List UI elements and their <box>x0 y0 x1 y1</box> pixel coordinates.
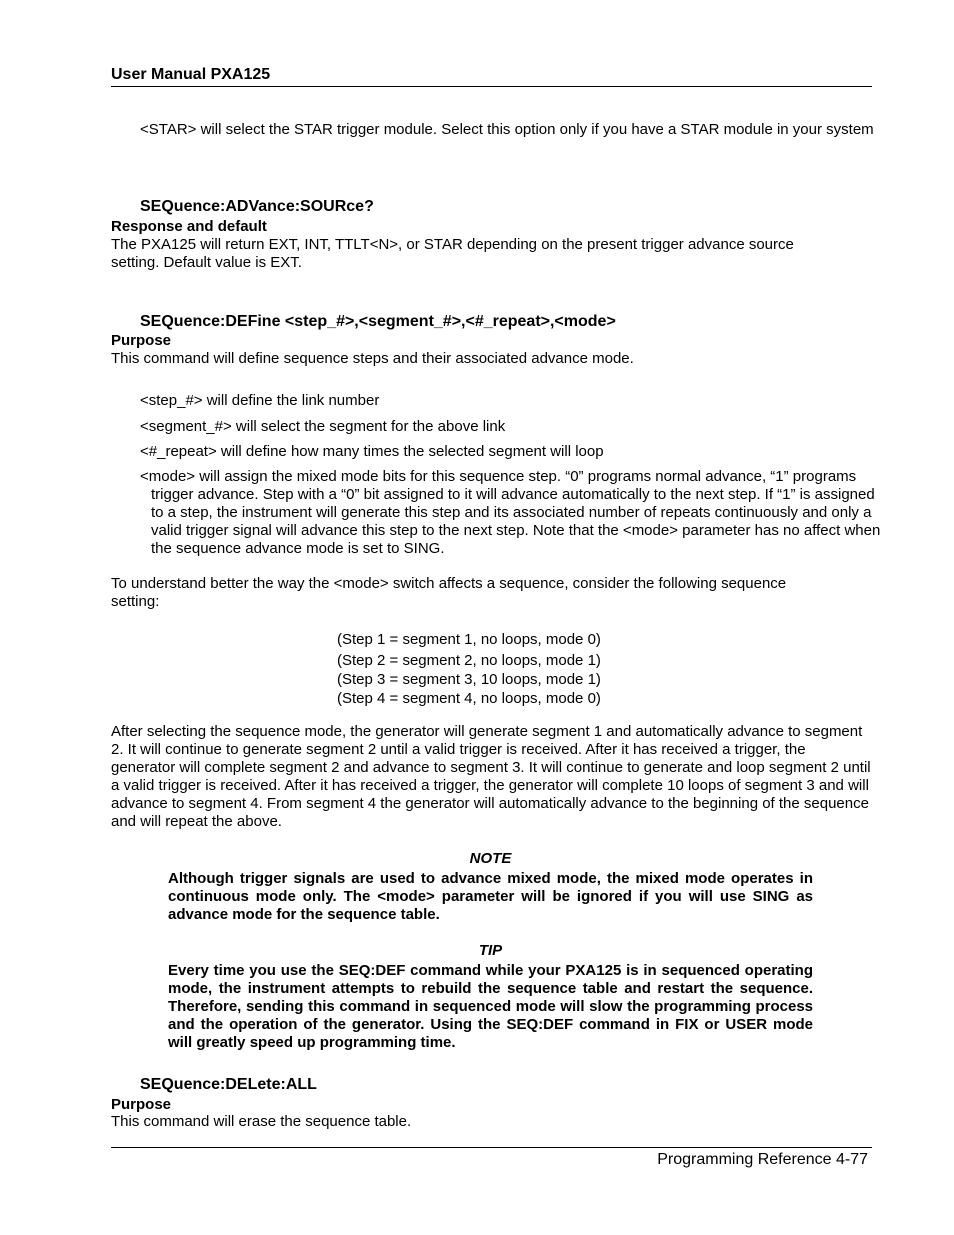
tip-title: TIP <box>478 942 503 959</box>
header-rule <box>111 86 872 87</box>
define-param-segment: <segment_#> will select the segment for the above link <box>140 418 506 435</box>
sequence-step-4: (Step 4 = segment 4, no loops, mode 0) <box>337 690 601 707</box>
delete-all-purpose-text: This command will erase the sequence table. <box>111 1113 412 1130</box>
advance-source-label: Response and default <box>111 218 267 235</box>
tip-text: Every time you use the SEQ:DEF command while your PXA125 is in sequenced operating mode, the instrument attempts to rebuild the sequence table and restart the sequence. Therefore, sending this command in sequenced mode will slow the programming process and the operation of the generator. Using the SEQ:DEF command in FIX or USER mode will greatly speed up programming time. <box>168 962 813 1051</box>
note-title: NOTE <box>469 850 512 867</box>
sequence-step-2: (Step 2 = segment 2, no loops, mode 1) <box>337 652 601 669</box>
sequence-step-1: (Step 1 = segment 1, no loops, mode 0) <box>337 631 601 648</box>
define-param-repeat: <#_repeat> will define how many times the selected segment will loop <box>140 443 604 460</box>
define-purpose-label: Purpose <box>111 332 172 349</box>
advance-source-command: SEQuence:ADVance:SOURce? <box>140 198 374 215</box>
footer-rule <box>111 1147 872 1148</box>
define-param-step: <step_#> will define the link number <box>140 392 380 409</box>
page-footer-text: Programming Reference 4-77 <box>657 1151 868 1168</box>
note-text: Although trigger signals are used to advance mixed mode, the mixed mode operates in continuous mode only. The <mode> parameter will be ignored if you will use SING as advance mode for the sequence table. <box>168 870 813 923</box>
advance-source-text: The PXA125 will return EXT, INT, TTLT<N>, or STAR depending on the present trigger advance source setting. Default value is EXT. <box>111 236 794 271</box>
define-purpose-text: This command will define sequence steps and their associated advance mode. <box>111 350 634 367</box>
delete-all-command: SEQuence:DELete:ALL <box>140 1076 317 1093</box>
page-header-title: User Manual PXA125 <box>111 66 271 83</box>
define-param-mode: <mode> will assign the mixed mode bits for this sequence step. “0” programs normal advance, “1” programs trigger advance. Step with a “0” bit assigned to it will advance automatically to the next step. If “1” is assigned to a step, the instrument will generate this step and its associated number of repeats continuously and only a valid trigger signal will advance this step to the next step. Note that the <mode> parameter has no affect when the sequence advance mode is set to SING. <box>140 468 881 557</box>
define-explanation: After selecting the sequence mode, the generator will generate segment 1 and automatically advance to segment 2. It will continue to generate segment 2 until a valid trigger is received. After it has received a trigger, the generator will complete segment 2 and advance to segment 3. It will continue to generate and loop segment 2 until a valid trigger is received. After it has received a trigger, the generator will complete 10 loops of segment 3 and will advance to segment 4. From segment 4 the generator will automatically advance to the beginning of the sequence and will repeat the above. <box>111 723 871 830</box>
define-command: SEQuence:DEFine <step_#>,<segment_#>,<#_repeat>,<mode> <box>140 313 616 330</box>
star-option-item: <STAR> will select the STAR trigger module. Select this option only if you have a STAR module in your system <box>140 121 874 138</box>
sequence-step-3: (Step 3 = segment 3, 10 loops, mode 1) <box>337 671 601 688</box>
delete-all-purpose-label: Purpose <box>111 1096 172 1113</box>
define-intro-text: To understand better the way the <mode> switch affects a sequence, consider the following sequence setting: <box>111 575 787 610</box>
